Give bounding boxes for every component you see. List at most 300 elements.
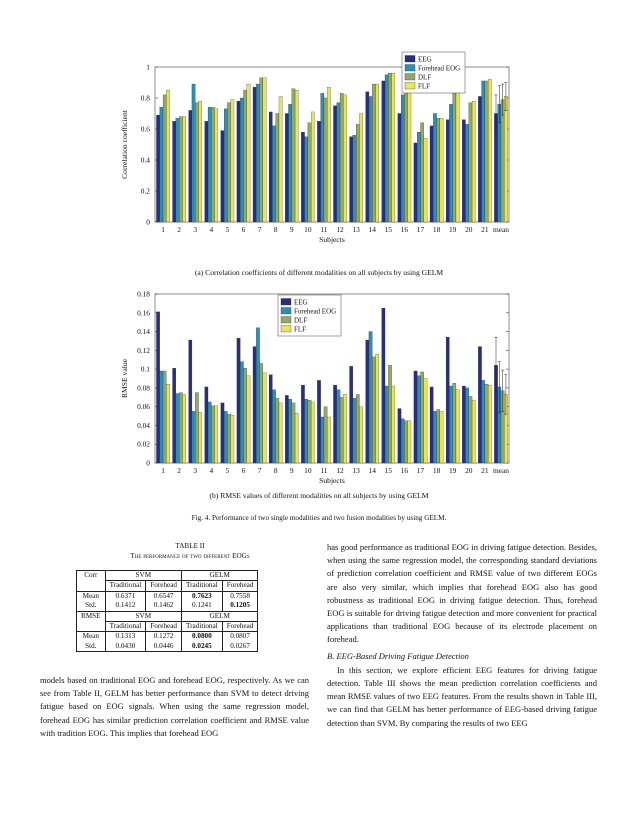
bar (433, 411, 436, 463)
paragraph: models based on traditional EOG and forehead EOG, respectively. As we can see from Table II, GELM has better performance than SVM to detect driving fatigue based on EOG signals. When using the same regression model, forehead EOG has similar prediction correlation coefficient and RMSE value with tradition EOG. This implies that forehead EOG (40, 675, 309, 738)
bar (163, 95, 166, 222)
bar (224, 109, 227, 222)
table-caption: The performance of two different EOGs (130, 552, 250, 560)
bar (237, 338, 240, 463)
table-row (77, 642, 258, 652)
row-label: Std. (77, 642, 106, 652)
x-tick-label: 9 (289, 225, 294, 234)
bar (408, 92, 411, 222)
bar (488, 79, 491, 222)
legend-label: DLF (294, 316, 308, 325)
rmse-label: RMSE (77, 611, 106, 621)
y-tick-label: 0 (146, 458, 150, 468)
legend-label: FLF (294, 325, 307, 334)
bar (288, 399, 291, 463)
x-tick-label: 18 (432, 225, 441, 234)
bar (199, 101, 202, 222)
bar (176, 118, 179, 222)
x-tick-label: 10 (304, 466, 312, 475)
svm-header: SVM (105, 611, 181, 621)
bar (478, 96, 481, 222)
bar (247, 84, 250, 222)
legend-swatch (405, 74, 415, 81)
gelm-header: GELM (182, 571, 258, 581)
bar (179, 393, 182, 463)
x-tick-label: mean (492, 225, 509, 234)
bar (465, 124, 468, 222)
subfigure-caption-b: (b) RMSE values of different modalities on all subjects by using GELM (209, 491, 429, 500)
x-tick-label: 17 (416, 225, 425, 234)
x-tick-label: 16 (400, 466, 409, 475)
legend-label: EEG (294, 298, 308, 307)
x-tick-label: 1 (161, 466, 165, 475)
bar (163, 371, 166, 463)
bar (350, 366, 353, 463)
bar (292, 89, 295, 222)
bar (247, 376, 250, 463)
bar (488, 385, 491, 463)
table-row (77, 571, 258, 581)
x-tick-label: 14 (368, 225, 376, 234)
bar (482, 380, 485, 463)
bar (295, 413, 298, 463)
x-tick-label: 13 (352, 466, 360, 475)
col-header: Traditional (105, 622, 146, 632)
y-tick-label: 0.14 (137, 327, 150, 337)
bar (366, 340, 369, 463)
bar (356, 124, 359, 222)
bar (504, 96, 507, 222)
bar (160, 107, 163, 222)
table-cell: 0.1462 (146, 601, 182, 611)
bar (449, 386, 452, 463)
table-cell: 0.1272 (146, 632, 182, 642)
bar (179, 117, 182, 222)
x-tick-label: mean (492, 466, 509, 475)
bar (482, 81, 485, 222)
bar (404, 421, 407, 463)
bar (189, 110, 192, 222)
legend-label: Forehead EOG (294, 307, 337, 316)
bar (321, 93, 324, 222)
table-cell: 0.1205 (222, 601, 258, 611)
x-tick-label: 6 (241, 225, 246, 234)
table-cell: 0.7558 (222, 591, 258, 601)
bar (469, 103, 472, 222)
x-tick-label: 3 (193, 225, 198, 234)
bar (417, 132, 420, 222)
bar (311, 112, 314, 222)
bar (356, 394, 359, 463)
bar (337, 103, 340, 222)
bar (465, 388, 468, 463)
bar (437, 409, 440, 463)
x-tick-label: 18 (432, 466, 441, 475)
bar (295, 90, 298, 222)
bar (311, 402, 314, 463)
bar (456, 390, 459, 463)
x-tick-label: 16 (400, 225, 409, 234)
bar (199, 412, 202, 463)
x-tick-label: 4 (209, 466, 214, 475)
eog-performance-table (76, 570, 258, 652)
x-tick-label: 19 (448, 466, 457, 475)
x-tick-label: 4 (209, 225, 214, 234)
bar (305, 137, 308, 222)
table-row (77, 611, 258, 621)
bar (260, 363, 263, 463)
x-tick-label: 2 (177, 225, 181, 234)
legend-label: DLF (418, 73, 432, 82)
y-tick-label: 0.1 (140, 364, 150, 374)
bar (189, 340, 192, 463)
bar (372, 357, 375, 463)
bar (288, 104, 291, 222)
y-tick-label: 0.8 (140, 93, 150, 103)
x-tick-label: 10 (304, 225, 312, 234)
y-tick-label: 0.02 (137, 439, 150, 449)
x-tick-label: 13 (352, 225, 360, 234)
x-tick-label: 20 (465, 225, 473, 234)
bar (208, 107, 211, 222)
row-label: Mean (77, 632, 106, 642)
bar (308, 400, 311, 463)
bar (301, 132, 304, 222)
bar (421, 123, 424, 222)
bar (414, 371, 417, 463)
bar (462, 386, 465, 463)
bar (321, 417, 324, 463)
bar (205, 121, 208, 222)
bar (462, 120, 465, 222)
bar (305, 399, 308, 463)
table-cell: 0.7623 (182, 591, 223, 601)
bar (437, 118, 440, 222)
table-cell: 0.6547 (146, 591, 182, 601)
bar (260, 78, 263, 222)
bar (269, 375, 272, 463)
legend (402, 52, 465, 93)
y-tick-label: 0.16 (137, 308, 150, 318)
bar (272, 126, 275, 222)
col-header: Traditional (182, 581, 223, 591)
x-tick-label: 14 (368, 466, 376, 475)
x-axis-label: Subjects (319, 235, 345, 244)
bar (256, 84, 259, 222)
bar (195, 103, 198, 222)
bar (256, 328, 259, 463)
bar (276, 398, 279, 463)
paragraph: has good performance as traditional EOG in driving fatigue detection. Besides, when using the same regression model, the corresponding standard deviations of prediction correlation coefficient and RMSE value of two different EOGs are also very similar, which implies that forehead EOG also has good robustness as traditional EOG in driving fatigue detection. Thus, forehead EOG is suitable for driving fatigue detection and more convenient for practical applications than traditional EOG because of its electrode placement on forehead. (327, 542, 597, 645)
bar (388, 73, 391, 222)
x-tick-label: 5 (225, 225, 230, 234)
bar (227, 414, 230, 463)
bar (176, 394, 179, 463)
x-tick-label: 7 (257, 225, 262, 234)
right-column-text (327, 541, 597, 730)
bar (205, 387, 208, 463)
bar (385, 75, 388, 222)
bar (382, 81, 385, 222)
bar (340, 93, 343, 222)
bar (446, 120, 449, 222)
bar (211, 406, 214, 463)
bar (253, 87, 256, 222)
bar (404, 89, 407, 222)
bar (414, 143, 417, 222)
x-tick-label: 1 (161, 225, 165, 234)
x-tick-label: 15 (384, 466, 393, 475)
table-row (77, 622, 258, 632)
bar (449, 104, 452, 222)
col-header: Forehead (222, 622, 258, 632)
bar (385, 386, 388, 463)
x-tick-label: 20 (465, 466, 473, 475)
table-cell: 0.0245 (182, 642, 223, 652)
table-number: TABLE II (175, 542, 205, 550)
bar (359, 114, 362, 223)
y-tick-label: 0.18 (137, 289, 150, 299)
table-cell: 0.0267 (222, 642, 258, 652)
bar (340, 397, 343, 463)
x-tick-label: 8 (273, 466, 278, 475)
bar (279, 96, 282, 222)
bar (156, 312, 159, 463)
bar (224, 411, 227, 463)
figure-caption: Fig. 4. Performance of two single modalities and two fusion modalities by using GELM. (191, 514, 447, 522)
rmse-bar-chart (0, 282, 638, 488)
legend (278, 295, 341, 336)
bar (453, 383, 456, 463)
bar (401, 419, 404, 463)
bar (392, 386, 395, 463)
row-label: Std. (77, 601, 106, 611)
x-tick-label: 21 (481, 225, 489, 234)
bar (372, 84, 375, 222)
bar (263, 373, 266, 463)
col-header: Traditional (105, 581, 146, 591)
bar (398, 409, 401, 463)
x-tick-label: 21 (481, 466, 489, 475)
y-tick-label: 0.06 (137, 402, 150, 412)
bar (182, 394, 185, 463)
bar (478, 347, 481, 463)
bar (317, 121, 320, 222)
x-tick-label: 12 (336, 225, 344, 234)
table-row (77, 591, 258, 601)
bar (327, 87, 330, 222)
bar (333, 106, 336, 222)
bar (269, 112, 272, 222)
bar (472, 101, 475, 222)
bar (227, 103, 230, 222)
bar (337, 390, 340, 463)
bar (424, 379, 427, 464)
table-cell: 0.0430 (105, 642, 146, 652)
col-header: Traditional (182, 622, 223, 632)
legend-swatch (281, 308, 291, 315)
bar (173, 121, 176, 222)
legend-swatch (405, 83, 415, 90)
bar (376, 354, 379, 463)
bar (285, 395, 288, 463)
bar (253, 347, 256, 463)
x-axis-label: Subjects (319, 476, 345, 485)
x-tick-label: 6 (241, 466, 246, 475)
y-tick-label: 0.12 (137, 345, 150, 355)
bar (430, 126, 433, 222)
table-row (77, 581, 258, 591)
y-tick-label: 1 (146, 62, 150, 72)
bar (301, 385, 304, 463)
corr-label: Corr (77, 571, 106, 581)
col-header: Forehead (146, 581, 182, 591)
legend-swatch (281, 317, 291, 324)
table-cell: 0.1313 (105, 632, 146, 642)
bar (485, 384, 488, 463)
legend-swatch (281, 299, 291, 306)
bar (353, 398, 356, 463)
legend-swatch (281, 326, 291, 333)
bar (343, 394, 346, 463)
bar (440, 118, 443, 222)
x-tick-label: 9 (289, 466, 294, 475)
subfigure-caption-a: (a) Correlation coefficients of different modalities on all subjects by using GELM (194, 268, 444, 277)
section-heading: B. EEG-Based Driving Fatigue Detection (327, 650, 469, 661)
bar (376, 84, 379, 222)
bar (501, 100, 504, 222)
bar (195, 393, 198, 463)
x-tick-label: 17 (416, 466, 425, 475)
x-tick-label: 11 (320, 466, 328, 475)
legend-swatch (405, 65, 415, 72)
table-cell: 0.6371 (105, 591, 146, 601)
x-tick-label: 12 (336, 466, 344, 475)
bar (440, 411, 443, 463)
bar (215, 406, 218, 463)
col-header: Forehead (222, 581, 258, 591)
bar (324, 98, 327, 222)
bar (408, 421, 411, 463)
bar (231, 415, 234, 463)
bar (211, 107, 214, 222)
x-tick-label: 3 (193, 466, 198, 475)
x-tick-label: 11 (320, 225, 328, 234)
bar (392, 73, 395, 222)
bar (469, 396, 472, 463)
table-cell: 0.1412 (105, 601, 146, 611)
bar (285, 114, 288, 223)
gelm-header: GELM (182, 611, 258, 621)
bar (369, 332, 372, 463)
bar (240, 362, 243, 463)
y-tick-label: 0.6 (140, 124, 150, 134)
bar (292, 403, 295, 463)
bar (192, 84, 195, 222)
bar (350, 137, 353, 222)
bar (453, 93, 456, 222)
bar (166, 90, 169, 222)
bar (369, 96, 372, 222)
bar (421, 372, 424, 463)
bar (382, 308, 385, 463)
bar (472, 400, 475, 463)
bar (417, 376, 420, 463)
table-cell: 0.0446 (146, 642, 182, 652)
bar (333, 385, 336, 463)
bar (244, 90, 247, 222)
table-cell: 0.1241 (182, 601, 223, 611)
bar (272, 390, 275, 463)
bar (446, 337, 449, 463)
y-tick-label: 0.08 (137, 383, 150, 393)
bar (279, 403, 282, 463)
col-header: Forehead (146, 622, 182, 632)
bar (276, 114, 279, 223)
bar (430, 387, 433, 463)
bar (324, 407, 327, 463)
bar (317, 380, 320, 463)
bar (359, 407, 362, 463)
x-tick-label: 5 (225, 466, 230, 475)
legend-swatch (405, 56, 415, 63)
table-row (77, 601, 258, 611)
y-axis-label: Correlation coefficient (120, 110, 129, 179)
bar (237, 101, 240, 222)
legend-label: EEG (418, 55, 432, 64)
bar (182, 117, 185, 222)
left-column-text (40, 674, 309, 740)
x-tick-label: 8 (273, 225, 278, 234)
x-tick-label: 2 (177, 466, 181, 475)
bar (424, 138, 427, 222)
bar (215, 109, 218, 222)
correlation-bar-chart (0, 40, 638, 266)
bar (485, 81, 488, 222)
x-tick-label: 7 (257, 466, 262, 475)
legend-label: FLF (418, 82, 431, 91)
y-tick-label: 0.2 (140, 186, 150, 196)
y-tick-label: 0.4 (140, 155, 150, 165)
bar (388, 365, 391, 463)
bar (366, 92, 369, 222)
bar (192, 411, 195, 463)
bar (160, 371, 163, 463)
bar (231, 100, 234, 222)
bar (308, 123, 311, 222)
bar (221, 403, 224, 463)
x-tick-label: 15 (384, 225, 393, 234)
bar (327, 417, 330, 463)
table-title (60, 541, 320, 561)
bar (343, 95, 346, 222)
bar (433, 114, 436, 223)
y-tick-label: 0 (146, 217, 150, 227)
bar (456, 89, 459, 222)
y-axis-label: RMSE value (120, 358, 129, 399)
row-label: Mean (77, 591, 106, 601)
table-cell: 0.0807 (222, 632, 258, 642)
svm-header: SVM (105, 571, 181, 581)
table-row (77, 632, 258, 642)
bar (244, 368, 247, 463)
legend-label: Forehead EOG (418, 64, 461, 73)
bar (401, 95, 404, 222)
bar (353, 135, 356, 222)
bar (208, 402, 211, 463)
bar (263, 78, 266, 222)
bar (156, 115, 159, 222)
